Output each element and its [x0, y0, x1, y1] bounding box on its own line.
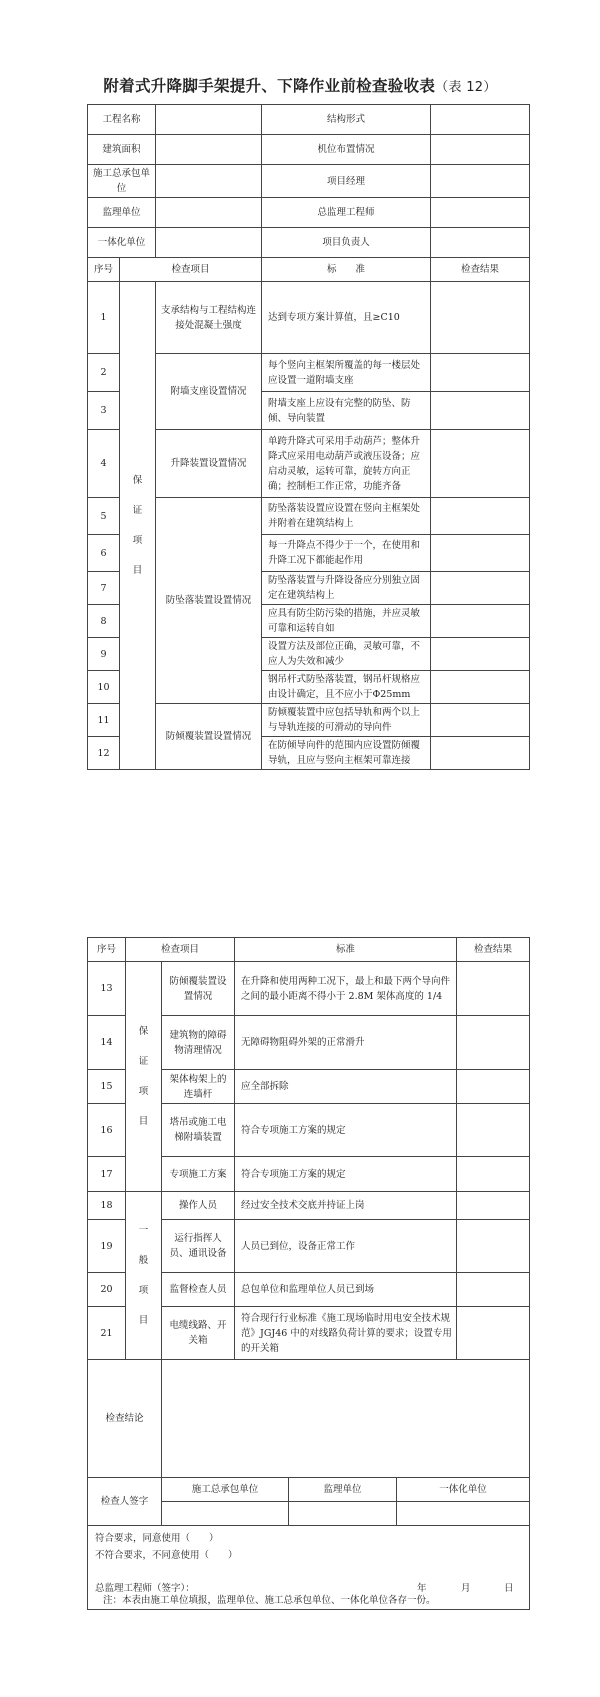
inspection-table-page1: [87, 104, 530, 770]
header-standard: 标 准: [262, 258, 431, 282]
row-6-standard: 每一升降点不得少于一个，在使用和升降工况下都能起作用: [262, 535, 431, 572]
row-13-result[interactable]: [457, 962, 530, 1016]
row-18-result[interactable]: [457, 1192, 530, 1220]
form-title-main: 附着式升降脚手架提升、下降作业前检查验收表: [103, 77, 436, 95]
row-16-result[interactable]: [457, 1104, 530, 1157]
row-9-standard: 设置方法及部位正确，灵敏可靠，不应人为失效和减少: [262, 638, 431, 671]
header-seq: 序号: [88, 258, 120, 282]
inspection-table-page2: [87, 937, 530, 1610]
info-label-project-leader: 项目负责人: [262, 228, 431, 258]
row-5-standard: 防坠落装设置应设置在竖向主框架处并附着在建筑结构上: [262, 498, 431, 535]
row-18-standard: 经过安全技术交底并持证上岗: [235, 1192, 457, 1220]
row-14-standard: 无障碍物阻碍外架的正常滑升: [235, 1016, 457, 1070]
row-14-no: 14: [88, 1016, 126, 1070]
row-19-item: 运行指挥人员、通讯设备: [162, 1220, 235, 1273]
header-item: 检查项目: [120, 258, 262, 282]
info-label-structure-type: 结构形式: [262, 105, 431, 135]
row-13-no: 13: [88, 962, 126, 1016]
row-3-standard: 附墙支座上应设有完整的防坠、防倾、导向装置: [262, 392, 431, 430]
row-12-standard: 在防倾导向件的范围内应设置防倾覆导轨，且应与竖向主框架可靠连接: [262, 737, 431, 770]
info-value-project-name[interactable]: [156, 105, 262, 135]
row-17-item: 专项施工方案: [162, 1157, 235, 1192]
row-6-no: 6: [88, 535, 120, 572]
row-14-item: 建筑物的障碍物清理情况: [162, 1016, 235, 1070]
row-16-no: 16: [88, 1104, 126, 1157]
row-3-result[interactable]: [431, 392, 530, 430]
info-value-machine-layout[interactable]: [431, 135, 530, 165]
row-10-result[interactable]: [431, 671, 530, 704]
info-label-building-area: 建筑面积: [88, 135, 156, 165]
approval-agree[interactable]: 符合要求，同意使用（ ）: [95, 1533, 219, 1544]
row-20-item: 监督检查人员: [162, 1273, 235, 1307]
row-8-no: 8: [88, 605, 120, 638]
row-15-standard: 应全部拆除: [235, 1070, 457, 1104]
row-13-item: 防倾覆装置设置情况: [162, 962, 235, 1016]
row-15-item: 架体构架上的连墙杆: [162, 1070, 235, 1104]
info-value-integration-unit[interactable]: [156, 228, 262, 258]
row-1-standard: 达到专项方案计算值，且≥C10: [262, 282, 431, 354]
row-15-no: 15: [88, 1070, 126, 1104]
row-10-standard: 钢吊杆式防坠落装置，钢吊杆规格应由设计确定，且不应小于Φ25mm: [262, 671, 431, 704]
row-21-result[interactable]: [457, 1307, 530, 1360]
sig-header-integration: 一体化单位: [397, 1478, 530, 1502]
row-20-standard: 总包单位和监理单位人员已到场: [235, 1273, 457, 1307]
info-label-project-manager: 项目经理: [262, 165, 431, 198]
row-15-result[interactable]: [457, 1070, 530, 1104]
approval-day: 日: [504, 1583, 514, 1594]
group-guarantee-items: 保 证 项 目: [120, 282, 156, 770]
row-20-result[interactable]: [457, 1273, 530, 1307]
row-13-standard: 在升降和使用两种工况下，最上和最下两个导向件之间的最小距离不得小于 2.8M 架体高度的 1/4: [235, 962, 457, 1016]
form-title: [0, 74, 600, 96]
row-18-no: 18: [88, 1192, 126, 1220]
approval-disagree[interactable]: 不符合要求，不同意使用（ ）: [95, 1550, 238, 1561]
row-7-no: 7: [88, 572, 120, 605]
conclusion-field[interactable]: [162, 1360, 530, 1478]
info-value-supervision-unit[interactable]: [156, 198, 262, 228]
item-wall-support: 附墙支座设置情况: [156, 354, 262, 430]
row-21-standard: 符合现行行业标准《施工现场临时用电安全技术规范》JGJ46 中的对线路负荷计算的要求；设置专用的开关箱: [235, 1307, 457, 1360]
info-value-general-contractor[interactable]: [156, 165, 262, 198]
footer-note: 注：本表由施工单位填报，监理单位、施工总承包单位、一体化单位各存一份。: [103, 1595, 436, 1606]
header2-item: 检查项目: [126, 938, 235, 962]
info-value-chief-engineer[interactable]: [431, 198, 530, 228]
row-19-standard: 人员已到位，设备正常工作: [235, 1220, 457, 1273]
approval-year: 年: [417, 1583, 427, 1594]
row-17-result[interactable]: [457, 1157, 530, 1192]
row-17-no: 17: [88, 1157, 126, 1192]
row-5-result[interactable]: [431, 498, 530, 535]
row-4-result[interactable]: [431, 430, 530, 498]
approval-engineer-signature[interactable]: 总监理工程师（签字）：: [95, 1583, 195, 1594]
sig-field-supervision[interactable]: [289, 1502, 397, 1526]
info-label-project-name: 工程名称: [88, 105, 156, 135]
group-general-items: 一 般 项 目: [126, 1192, 162, 1360]
group-guarantee-items-2: 保 证 项 目: [126, 962, 162, 1192]
row-1-item: 支承结构与工程结构连接处混凝土强度: [156, 282, 262, 354]
row-1-no: 1: [88, 282, 120, 354]
row-2-result[interactable]: [431, 354, 530, 392]
row-9-no: 9: [88, 638, 120, 671]
row-21-item: 电缆线路、开关箱: [162, 1307, 235, 1360]
row-10-no: 10: [88, 671, 120, 704]
row-4-standard: 单跨升降式可采用手动葫芦；整体升降式应采用电动葫芦或液压设备；应启动灵敏，运转可靠，旋转方向正确；控制柜工作正常，功能齐备: [262, 430, 431, 498]
item-anti-fall-device: 防坠落装置设置情况: [156, 498, 262, 704]
conclusion-label: 检查结论: [88, 1360, 162, 1478]
row-12-result[interactable]: [431, 737, 530, 770]
row-9-result[interactable]: [431, 638, 530, 671]
row-2-standard: 每个竖向主框架所覆盖的每一楼层处应设置一道附墙支座: [262, 354, 431, 392]
row-19-result[interactable]: [457, 1220, 530, 1273]
row-6-result[interactable]: [431, 535, 530, 572]
info-label-integration-unit: 一体化单位: [88, 228, 156, 258]
row-8-result[interactable]: [431, 605, 530, 638]
info-label-machine-layout: 机位布置情况: [262, 135, 431, 165]
row-14-result[interactable]: [457, 1016, 530, 1070]
info-label-general-contractor: 施工总承包单位: [88, 165, 156, 198]
row-2-no: 2: [88, 354, 120, 392]
row-5-no: 5: [88, 498, 120, 535]
info-value-structure-type[interactable]: [431, 105, 530, 135]
row-4-no: 4: [88, 430, 120, 498]
row-1-result[interactable]: [431, 282, 530, 354]
header2-result: 检查结果: [457, 938, 530, 962]
header2-standard: 标准: [235, 938, 457, 962]
row-11-result[interactable]: [431, 704, 530, 737]
approval-month: 月: [461, 1583, 471, 1594]
row-8-standard: 应具有防尘防污染的措施，并应灵敏可靠和运转自如: [262, 605, 431, 638]
item-anti-tilt-device: 防倾覆装置设置情况: [156, 704, 262, 770]
row-11-standard: 防倾覆装置中应包括导轨和两个以上与导轨连接的可滑动的导向件: [262, 704, 431, 737]
sig-field-integration[interactable]: [397, 1502, 530, 1526]
row-11-no: 11: [88, 704, 120, 737]
row-7-standard: 防坠落装置与升降设备应分别独立固定在建筑结构上: [262, 572, 431, 605]
info-value-project-manager[interactable]: [431, 165, 530, 198]
row-16-item: 塔吊或施工电梯附墙装置: [162, 1104, 235, 1157]
row-20-no: 20: [88, 1273, 126, 1307]
signature-label: 检查人签字: [88, 1478, 162, 1526]
row-18-item: 操作人员: [162, 1192, 235, 1220]
item-lifting-device: 升降装置设置情况: [156, 430, 262, 498]
info-label-chief-engineer: 总监理工程师: [262, 198, 431, 228]
info-value-project-leader[interactable]: [431, 228, 530, 258]
sig-header-general-contractor: 施工总承包单位: [162, 1478, 289, 1502]
row-19-no: 19: [88, 1220, 126, 1273]
row-7-result[interactable]: [431, 572, 530, 605]
row-12-no: 12: [88, 737, 120, 770]
header2-seq: 序号: [88, 938, 126, 962]
header-result: 检查结果: [431, 258, 530, 282]
info-label-supervision-unit: 监理单位: [88, 198, 156, 228]
row-16-standard: 符合专项施工方案的规定: [235, 1104, 457, 1157]
row-21-no: 21: [88, 1307, 126, 1360]
sig-header-supervision: 监理单位: [289, 1478, 397, 1502]
form-title-suffix: （表 12）: [435, 80, 497, 95]
info-value-building-area[interactable]: [156, 135, 262, 165]
row-17-standard: 符合专项施工方案的规定: [235, 1157, 457, 1192]
sig-field-general-contractor[interactable]: [162, 1502, 289, 1526]
row-3-no: 3: [88, 392, 120, 430]
